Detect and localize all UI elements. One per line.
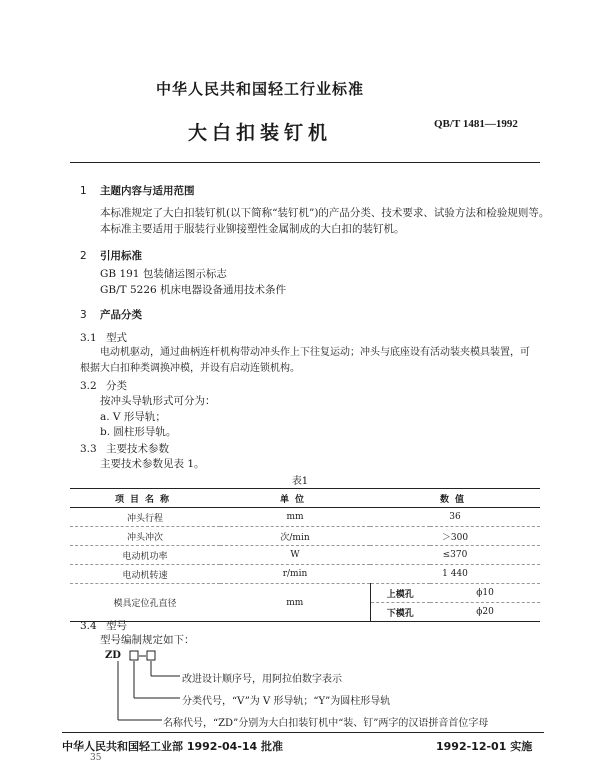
section-3-4-heading: 3.4 型号 — [80, 620, 127, 632]
row-unit: W — [220, 546, 370, 565]
reference-gb191: GB 191 包装储运图示标志 — [100, 268, 227, 280]
section-3-1-heading: 3.1 型式 — [80, 332, 127, 344]
document-title: 大白扣装钉机 — [187, 122, 332, 144]
section-3-2-paragraph: 按冲头导轨形式可分为： — [100, 395, 216, 407]
section-3-1-paragraph-1: 电动机驱动，通过曲柄连杆机构带动冲头作上下往复运动；冲头与底座设有活动装夹模具装置，可 — [100, 347, 530, 358]
table-row — [70, 527, 540, 546]
reference-gbt5226: GB/T 5226 机床电器设备通用技术条件 — [100, 284, 287, 296]
lower-die-hole-value: ϕ20 — [430, 603, 540, 622]
header-item-name: 项目名称 — [70, 489, 220, 508]
row-name: 电动机转速 — [70, 565, 220, 584]
section-3-4-paragraph: 型号编制规定如下： — [100, 634, 195, 646]
section-1-paragraph-1: 本标准规定了大白扣装钉机(以下简称“装钉机”)的产品分类、技术要求、试验方法和检验规则等。 — [100, 207, 550, 219]
footer-rule — [62, 732, 544, 733]
model-code-name-desc: 名称代号，“ZD”分别为大白扣装钉机中“装、钉”两字的汉语拼音首位字母 — [163, 718, 489, 729]
header-rule — [70, 162, 540, 163]
table-row — [70, 546, 540, 565]
row-name: 电动机功率 — [70, 546, 220, 565]
section-3-3-heading: 3.3 主要技术参数 — [80, 443, 169, 455]
model-code-class-desc: 分类代号，“V”为 V 形导轨；“Y”为圆柱形导轨 — [182, 696, 391, 707]
class-code-box — [130, 651, 138, 660]
effective-date: 1992-12-01 实施 — [436, 740, 533, 753]
row-value: ＞300 — [370, 527, 540, 546]
section-3-1-paragraph-2: 根据大白扣种类调换冲模，并设有启动连锁机构。 — [80, 363, 300, 374]
section-3-2-heading: 3.2 分类 — [80, 380, 127, 392]
section-3-3-paragraph: 主要技术参数见表 1。 — [100, 458, 205, 470]
header-unit: 单位 — [220, 489, 370, 508]
row-value: ≤370 — [370, 546, 540, 565]
technical-parameters-table — [70, 488, 540, 622]
row-unit: r/min — [220, 565, 370, 584]
standard-code: QB/T 1481—1992 — [434, 118, 518, 130]
table-row — [70, 508, 540, 527]
model-code-prefix: ZD — [105, 650, 121, 661]
section-3-2-item-a: a. V 形导轨； — [100, 411, 166, 423]
table-header-row — [70, 489, 540, 508]
row-value: 36 — [370, 508, 540, 527]
row-unit: mm — [220, 584, 370, 622]
section-1-paragraph-2: 本标准主要适用于服装行业铆接塑性金属制成的大白扣的装钉机。 — [100, 223, 405, 235]
row-name: 冲头冲次 — [70, 527, 220, 546]
sequence-code-box — [147, 651, 155, 660]
standard-organization: 中华人民共和国轻工行业标准 — [155, 80, 364, 98]
section-3-2-item-b: b. 圆柱形导轨。 — [100, 426, 177, 438]
row-name: 冲头行程 — [70, 508, 220, 527]
row-unit: mm — [220, 508, 370, 527]
row-name: 模具定位孔直径 — [70, 584, 220, 622]
table-row — [70, 584, 540, 603]
section-2-heading: 2 引用标准 — [80, 250, 142, 262]
upper-die-hole-value: ϕ10 — [430, 584, 540, 603]
section-1-heading: 1 主题内容与适用范围 — [80, 185, 195, 197]
table-caption: 表1 — [291, 476, 309, 487]
model-code-sequence-desc: 改进设计顺序号，用阿拉伯数字表示 — [182, 674, 342, 685]
lower-die-hole-label: 下模孔 — [370, 603, 430, 622]
table-row — [70, 565, 540, 584]
page-number: 35 — [90, 753, 102, 763]
row-value: 1 440 — [370, 565, 540, 584]
approval-info: 中华人民共和国轻工业部 1992-04-14 批准 — [62, 740, 284, 753]
section-3-heading: 3 产品分类 — [80, 309, 142, 321]
header-value: 数值 — [370, 489, 540, 508]
row-unit: 次/min — [220, 527, 370, 546]
upper-die-hole-label: 上模孔 — [370, 584, 430, 603]
